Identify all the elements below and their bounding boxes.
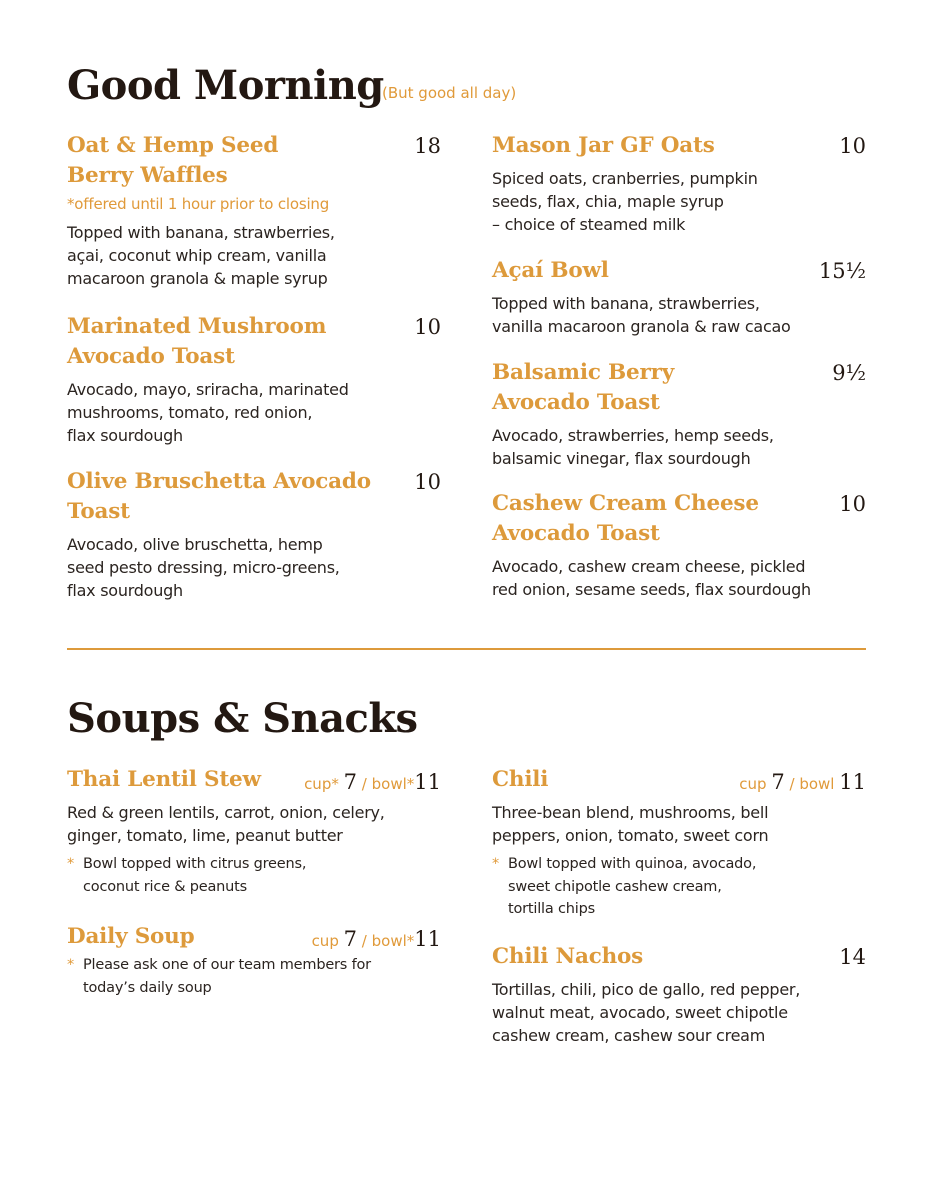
cup-label: cup (311, 932, 339, 950)
menu-item-daily-soup (67, 922, 441, 999)
price-separator: / (361, 932, 367, 950)
item-description: Topped with banana, strawberries, açai, coconut whip cream, vanilla macaroon granola & maple syrup (67, 223, 335, 288)
item-description: Spiced oats, cranberries, pumpkin seeds, flax, chia, maple syrup – choice of steamed milk (492, 169, 758, 234)
bowl-price: 11 (839, 770, 866, 794)
size-prices (312, 924, 441, 956)
footnote-text: Please ask one of our team members for today’s daily soup (83, 957, 371, 996)
bowl-label: bowl* (371, 775, 415, 793)
item-name: Chili Nachos (492, 944, 644, 969)
item-name: Thai Lentil Stew (67, 767, 261, 792)
item-price: 14 (839, 945, 866, 969)
bowl-price: 11 (414, 927, 441, 951)
menu-item-oat-hemp-waffles (67, 131, 441, 290)
price-separator: / (361, 775, 367, 793)
item-description: Avocado, mayo, sriracha, marinated mushrooms, tomato, red onion, flax sourdough (67, 380, 349, 445)
asterisk: * (492, 856, 500, 872)
item-name: Chili (492, 767, 549, 792)
footnote-text: Bowl topped with quinoa, avocado, sweet chipotle cashew cream, tortilla chips (508, 856, 757, 917)
size-prices (304, 767, 441, 799)
item-description: Topped with banana, strawberries, vanilla macaroon granola & raw cacao (492, 294, 791, 336)
item-price: 18 (414, 134, 441, 158)
item-name: Olive Bruschetta Avocado Toast (67, 469, 371, 524)
item-price: 15½ (818, 259, 866, 283)
cup-label: cup* (304, 775, 339, 793)
item-price: 10 (839, 134, 866, 158)
item-name: Mason Jar GF Oats (492, 133, 715, 158)
item-footnote (67, 954, 441, 999)
item-footnote (492, 853, 866, 921)
item-name: Oat & Hemp Seed Berry Waffles (67, 133, 279, 188)
item-description: Red & green lentils, carrot, onion, celery, ginger, tomato, lime, peanut butter (67, 803, 385, 845)
section-title-soups-snacks: Soups & Snacks (67, 695, 418, 742)
item-description: Avocado, cashew cream cheese, pickled red onion, sesame seeds, flax sourdough (492, 557, 811, 599)
item-footnote (67, 853, 441, 898)
price-separator: / (789, 775, 795, 793)
menu-item-chili-nachos (492, 942, 866, 1047)
item-name: Açaí Bowl (492, 258, 609, 283)
item-price: 9½ (832, 361, 866, 385)
asterisk: * (67, 957, 75, 973)
size-prices (739, 767, 866, 799)
menu-item-chili (492, 765, 866, 921)
item-description: Avocado, olive bruschetta, hemp seed pesto dressing, micro-greens, flax sourdough (67, 535, 340, 600)
menu-item-cashew-cream-cheese-toast (492, 489, 866, 601)
item-price: 10 (414, 470, 441, 494)
item-description: Tortillas, chili, pico de gallo, red pepper, walnut meat, avocado, sweet chipotle cashew cream, cashew sour cream (492, 980, 801, 1045)
menu-item-marinated-mushroom-toast (67, 312, 441, 447)
cup-price: 7 (343, 770, 357, 794)
menu-item-balsamic-berry-toast (492, 358, 866, 470)
section-divider (67, 648, 866, 650)
cup-price: 7 (343, 927, 357, 951)
item-description: Avocado, strawberries, hemp seeds, balsamic vinegar, flax sourdough (492, 426, 774, 468)
item-note: *offered until 1 hour prior to closing (67, 195, 330, 213)
item-price: 10 (839, 492, 866, 516)
section-title-good-morning: Good Morning (67, 62, 384, 109)
menu-item-acai-bowl (492, 256, 866, 338)
item-name: Cashew Cream Cheese Avocado Toast (492, 491, 759, 546)
item-name: Marinated Mushroom Avocado Toast (67, 314, 327, 369)
item-name: Daily Soup (67, 924, 195, 949)
cup-price: 7 (771, 770, 785, 794)
asterisk: * (67, 856, 75, 872)
item-description: Three-bean blend, mushrooms, bell peppers, onion, tomato, sweet corn (492, 803, 769, 845)
bowl-label: bowl (799, 775, 835, 793)
cup-label: cup (739, 775, 767, 793)
item-price: 10 (414, 315, 441, 339)
menu-item-thai-lentil-stew (67, 765, 441, 898)
bowl-label: bowl* (371, 932, 415, 950)
menu-item-olive-bruschetta-toast (67, 467, 441, 602)
bowl-price: 11 (414, 770, 441, 794)
item-name: Balsamic Berry Avocado Toast (492, 360, 674, 415)
section-tagline: (But good all day) (382, 84, 517, 102)
menu-item-mason-jar-oats (492, 131, 866, 236)
footnote-text: Bowl topped with citrus greens, coconut rice & peanuts (83, 856, 307, 895)
